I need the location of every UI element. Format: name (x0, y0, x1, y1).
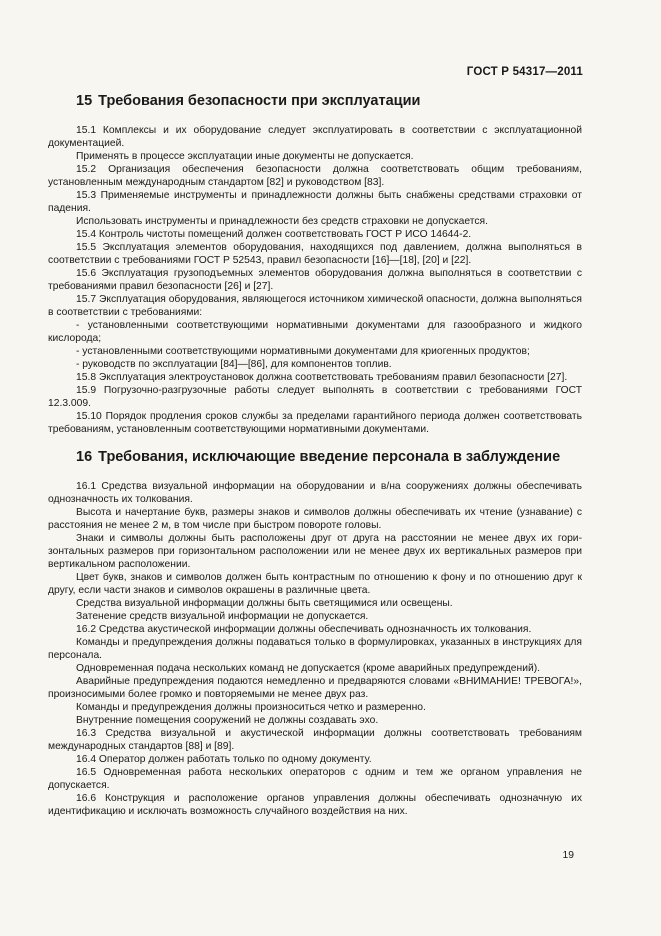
paragraph: Средства визуальной информации должны быть светящимися или освещены. (76, 598, 453, 609)
paragraph: 15.3 Применяемые инструменты и принадлежности должны быть снабжены средствами страховки от падения. (48, 190, 582, 214)
paragraph: Внутренние помещения сооружений не должны создавать эхо. (76, 715, 379, 726)
paragraph: Затенение средств визуальной информации не допускается. (76, 611, 369, 622)
paragraph: Высота и начертание букв, размеры знаков и символов должны обеспечивать их чтение (узнавание) с расстояния не менее 2 м, в том числе при быстром повороте головы. (48, 507, 582, 531)
paragraph: Цвет букв, знаков и символов должен быть контрастным по отношению к фону и по отношению друг к другу, если части знаков и символов окрашены в различные цвета. (48, 572, 582, 596)
section-title: Требования безопасности при эксплуатации (98, 93, 421, 109)
section-15-heading (48, 92, 582, 110)
list-item: - установленными соответствующими нормативными документами для криогенных продуктов; (76, 346, 530, 357)
paragraph: Знаки и символы должны быть расположены друг от друга на расстоянии не менее двух их горизонтальных размеров при горизонтальном расположении или не менее двух их вертикальных размеров при вертикальном расположении. (48, 533, 582, 570)
section-number: 15 (76, 93, 93, 109)
paragraph: 16.5 Одновременная работа нескольких операторов с одним и тем же органом управления не допускается. (48, 767, 582, 791)
paragraph: 15.6 Эксплуатация грузоподъемных элементов оборудования должна выполняться в соответствии с требованиями правил безопасности [26] и [27]. (48, 268, 582, 292)
section-16-body (48, 480, 582, 818)
paragraph: Применять в процессе эксплуатации иные документы не допускается. (76, 151, 414, 162)
section-15-body (48, 124, 582, 436)
paragraph: 15.5 Эксплуатация элементов оборудования, находящихся под давлением, должна выполняться в соответствии с требованиями ГОСТ Р 52543, правил безопасности [16]—[18], [20] и [22]. (48, 242, 582, 266)
section-16-heading (48, 448, 582, 466)
section-number: 16 (76, 449, 93, 465)
section-title: Требования, исключающие введение персонала в заблуждение (98, 449, 561, 465)
document-code: ГОСТ Р 54317—2011 (466, 66, 583, 78)
paragraph: 15.1 Комплексы и их оборудование следует эксплуатировать в соответствии с эксплуатационной документацией. (48, 125, 582, 149)
paragraph: Одновременная подача нескольких команд не допускается (кроме аварийных предупреждений). (76, 663, 540, 674)
paragraph: 16.3 Средства визуальной и акустической информации должны соответствовать требованиям международных стандартов [88] и [89]. (48, 728, 582, 752)
page-number: 19 (562, 850, 574, 861)
paragraph: 15.10 Порядок продления сроков службы за пределами гарантийного периода должен соответствовать требованиям, установленным соответствующими нормативными документами. (48, 411, 582, 435)
paragraph: 16.6 Конструкция и расположение органов управления должны обеспечивать однозначную их идентификацию и исключать возможность случайного воздействия на них. (48, 793, 582, 817)
paragraph: 16.1 Средства визуальной информации на оборудовании и в/на сооружениях должны обеспечивать однозначность их толкования. (48, 481, 582, 505)
page-body (48, 92, 582, 818)
paragraph: Команды и предупреждения должны подаваться только в формулировках, указанных в инструкциях для персонала. (48, 637, 582, 661)
list-item: - установленными соответствующими нормативными документами для газообразного и жидкого кислорода; (48, 320, 582, 344)
paragraph: Использовать инструменты и принадлежности без средств страховки не допускается. (76, 216, 488, 227)
paragraph: 15.7 Эксплуатация оборудования, являющегося источником химической опасности, должна выполняться в соответствии с требованиями: (48, 294, 582, 318)
paragraph: 15.9 Погрузочно-разгрузочные работы следует выполнять в соответствии с требованиями ГОСТ 12.3.009. (48, 385, 582, 409)
paragraph: 16.4 Оператор должен работать только по одному документу. (76, 754, 372, 765)
paragraph: Аварийные предупреждения подаются немедленно и предваряются словами «ВНИМАНИЕ! ТРЕВОГА!», произносимыми более громко и повторяемыми не менее двух раз. (48, 676, 582, 700)
paragraph: 16.2 Средства акустической информации должны обеспечивать однозначность их толкования. (76, 624, 532, 635)
paragraph: 15.4 Контроль чистоты помещений должен соответствовать ГОСТ Р ИСО 14644-2. (76, 229, 472, 240)
paragraph: Команды и предупреждения должны произноситься четко и размеренно. (76, 702, 426, 713)
paragraph: 15.8 Эксплуатация электроустановок должна соответствовать требованиям правил безопасности [27]. (76, 372, 568, 383)
paragraph: 15.2 Организация обеспечения безопасности должна соответствовать общим требованиям, установленным международным стандартом [82] и руководством [83]. (48, 164, 582, 188)
list-item: - руководств по эксплуатации [84]—[86], для компонентов топлив. (76, 359, 392, 370)
